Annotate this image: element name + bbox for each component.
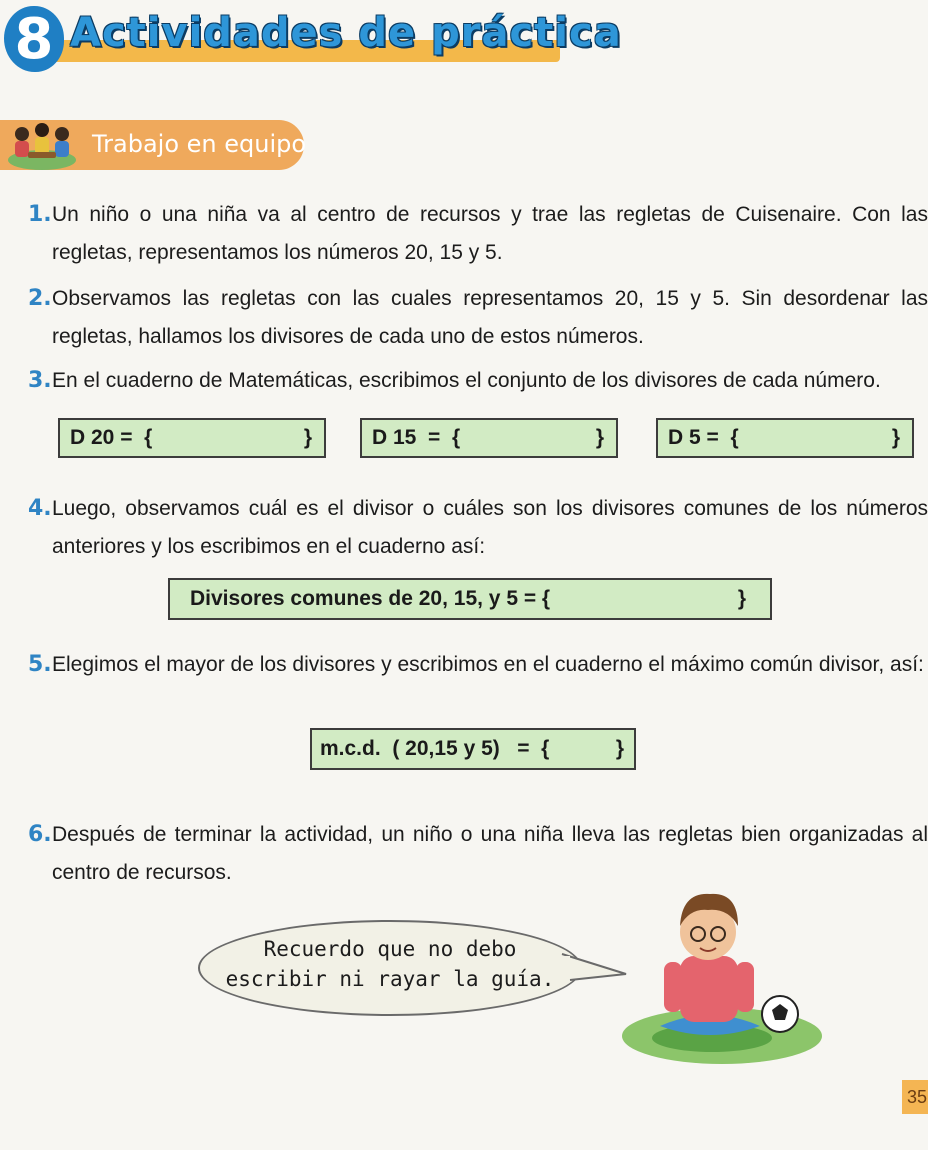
page-number: 35	[902, 1080, 928, 1114]
item-number: 5.	[28, 652, 52, 677]
divisors-15-box[interactable]: D 15 = { }	[360, 418, 618, 458]
speech-bubble	[198, 920, 582, 1016]
speech-line-2: escribir ni rayar la guía.	[225, 967, 555, 991]
activity-item-3	[28, 362, 928, 400]
item-number: 1.	[28, 202, 52, 227]
gcd-box[interactable]: m.c.d. ( 20,15 y 5) = { }	[310, 728, 636, 770]
item-text: Elegimos el mayor de los divisores y escribimos en el cuaderno el máximo común divisor, así:	[52, 653, 924, 676]
item-number: 2.	[28, 286, 52, 311]
common-divisors-box[interactable]: Divisores comunes de 20, 15, y 5 = { }	[168, 578, 772, 620]
item-number: 3.	[28, 368, 52, 393]
team-work-label: Trabajo en equipo	[92, 130, 307, 158]
activity-item-2	[28, 280, 928, 356]
item-text: En el cuaderno de Matemáticas, escribimos el conjunto de los divisores de cada número.	[52, 369, 881, 392]
activity-item-6	[28, 816, 928, 892]
speech-line-1: Recuerdo que no debo	[263, 937, 517, 961]
child-with-ball-illustration	[620, 886, 830, 1066]
item-text: Observamos las regletas con las cuales representamos 20, 15 y 5. Sin desordenar las regletas, hallamos los divisores de cada uno de estos números.	[52, 287, 928, 348]
item-text: Luego, observamos cuál es el divisor o cuáles son los divisores comunes de los números anteriores y los escribimos en el cuaderno así:	[52, 497, 928, 558]
activity-item-5	[28, 646, 928, 684]
students-team-icon	[4, 118, 80, 172]
section-number-badge: 8	[4, 6, 64, 72]
page-title: Actividades de práctica	[70, 10, 622, 56]
item-number: 4.	[28, 496, 52, 521]
item-number: 6.	[28, 822, 52, 847]
divisors-5-box[interactable]: D 5 = { }	[656, 418, 914, 458]
divisors-20-box[interactable]: D 20 = { }	[58, 418, 326, 458]
activity-item-1	[28, 196, 928, 272]
item-text: Un niño o una niña va al centro de recursos y trae las regletas de Cuisenaire. Con las regletas, representamos los números 20, 15 y 5.	[52, 203, 928, 264]
item-text: Después de terminar la actividad, un niño o una niña lleva las regletas bien organizadas al centro de recursos.	[52, 823, 928, 884]
activity-item-4	[28, 490, 928, 566]
